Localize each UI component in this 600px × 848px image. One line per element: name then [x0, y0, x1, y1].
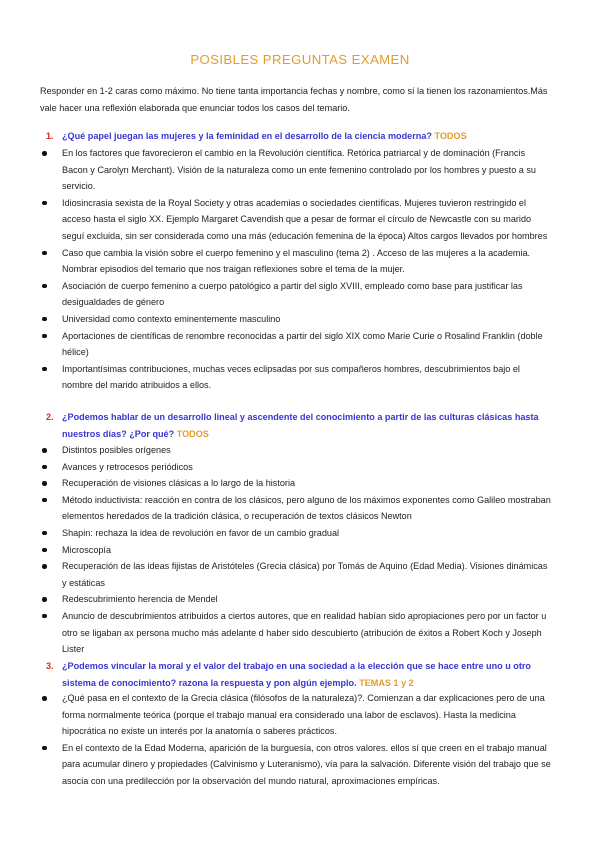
- list-item: Recuperación de las ideas fijistas de Aristóteles (Grecia clásica) por Tomás de Aquino (Edad Media). Visiones dinámicas y estáticas: [62, 558, 552, 591]
- bullet-icon: [42, 317, 47, 322]
- bullet-icon: [42, 448, 47, 453]
- bullet-icon: [42, 597, 47, 602]
- question-1-text: ¿Qué papel juegan las mujeres y la feminidad en el desarrollo de la ciencia moderna?: [62, 131, 432, 141]
- question-3-bullets: [62, 690, 552, 790]
- list-item: Shapin: rechaza la idea de revolución en favor de un cambio gradual: [62, 525, 552, 542]
- bullet-icon: [42, 531, 47, 536]
- question-2-tag: TODOS: [176, 428, 209, 439]
- bullet-icon: [42, 696, 47, 701]
- bullet-icon: [42, 548, 47, 553]
- bullet-icon: [42, 284, 47, 289]
- question-3-tag: TEMAS 1 y 2: [359, 677, 414, 688]
- list-item: Caso que cambia la visión sobre el cuerpo femenino y el masculino (tema 2) . Acceso de las mujeres a la academia. Nombrar episodios del temario que nos traigan reflexiones sobre el tema de la mujer.: [62, 245, 552, 278]
- document-title: POSIBLES PREGUNTAS EXAMEN: [190, 52, 410, 67]
- intro-paragraph: Responder en 1-2 caras como máximo. No tiene tanta importancia fechas y nombre, como sí la tienen los razonamientos.Más vale hacer una reflexión elaborada que enunciar todos los casos del temario.: [40, 86, 548, 113]
- list-item: Universidad como contexto eminentemente masculino: [62, 311, 552, 328]
- bullet-icon: [42, 614, 47, 619]
- question-2-bullets: [62, 442, 552, 658]
- list-item: ¿Qué pasa en el contexto de la Grecia clásica (filósofos de la naturaleza)?. Comienzan a dar explicaciones pero de una forma normalmente teórica (porque el trabajo manual era considerado una labor de esclavos). Hasta la medicina hipocrática no existe un interés por la anatomía o saberes prácticos.: [62, 690, 552, 740]
- list-item: Microscopía: [62, 542, 552, 559]
- list-item: Redescubrimiento herencia de Mendel: [62, 591, 552, 608]
- list-item: Distintos posibles orígenes: [62, 442, 552, 459]
- list-item: Avances y retrocesos periódicos: [62, 459, 552, 476]
- bullet-icon: [42, 564, 47, 569]
- bullet-icon: [42, 746, 47, 751]
- list-item: Asociación de cuerpo femenino a cuerpo patológico a partir del siglo XVIII, empleado como base para justificar las desigualdades de género: [62, 278, 552, 311]
- bullet-icon: [42, 251, 47, 256]
- question-1-number: 1.: [46, 131, 54, 141]
- list-item: Idiosincrasia sexista de la Royal Society y otras academias o sociedades científicas. Mujeres tuvieron restringido el acceso hasta el siglo XX. Ejemplo Margaret Cavendish que a pesar de formar el círculo de Newcastle con su marido seguí excluida, sin ser considerada como una más (educación femenina de la época) Altos cargos llevados por hombres: [62, 195, 552, 245]
- question-3-number: 3.: [46, 661, 54, 671]
- question-1-bullets: [62, 145, 552, 394]
- question-1-heading: [46, 128, 542, 145]
- list-item: Anuncio de descubrimientos atribuidos a ciertos autores, que en realidad habían sido apropiaciones pero por un factor u otro se ligaban ax persona mucho más adelante d haber sido descubierto (atribución de éxitos a Robert Koch y Joseph Lister: [62, 608, 552, 658]
- question-2-heading: [46, 409, 542, 442]
- bullet-icon: [42, 481, 47, 486]
- bullet-icon: [42, 498, 47, 503]
- bullet-icon: [42, 367, 47, 372]
- list-item: Aportaciones de científicas de renombre reconocidas a partir del siglo XIX como Marie Curie o Rosalind Franklin (doble hélice): [62, 328, 552, 361]
- question-2-text: ¿Podemos hablar de un desarrollo lineal y ascendente del conocimiento a partir de las culturas clásicas hasta nuestros días? ¿Por qué?: [62, 412, 539, 439]
- list-item: En los factores que favorecieron el cambio en la Revolución científica. Retórica patriarcal y de dominación (Francis Bacon y Carolyn Merchant). Visión de la naturaleza como un ente femenino controlado por los hombres y puesto a su servicio.: [62, 145, 552, 195]
- bullet-icon: [42, 465, 47, 470]
- bullet-icon: [42, 151, 47, 156]
- question-2-number: 2.: [46, 412, 54, 422]
- question-1-tag: TODOS: [434, 131, 467, 141]
- list-item: Recuperación de visiones clásicas a lo largo de la historia: [62, 475, 552, 492]
- list-item: Importantísimas contribuciones, muchas veces eclipsadas por sus compañeros hombres, descubrimientos bajo el nombre del marido atribuidos a ellos.: [62, 361, 552, 394]
- bullet-icon: [42, 201, 47, 206]
- list-item: En el contexto de la Edad Moderna, aparición de la burguesía, con otros valores. ellos sí que creen en el trabajo manual para acumular dinero y propiedades (Calvinismo y Luteranismo), vía para la salvación. Diferente visión del trabajo que se asocia con una predilección por la observación del mundo natural, aproximaciones empíricas.: [62, 740, 552, 790]
- list-item: Método inductivista: reacción en contra de los clásicos, pero alguno de los máximos exponentes como Galileo mostraban elementos heredados de la tradición clásica, o recuperación de textos clásicos Newton: [62, 492, 552, 525]
- bullet-icon: [42, 334, 47, 339]
- question-3-heading: [46, 658, 542, 691]
- question-3-text: ¿Podemos vincular la moral y el valor del trabajo en una sociedad a la elección que se hace entre uno u otro sistema de conocimiento? razona la respuesta y pon algún ejemplo.: [62, 661, 531, 688]
